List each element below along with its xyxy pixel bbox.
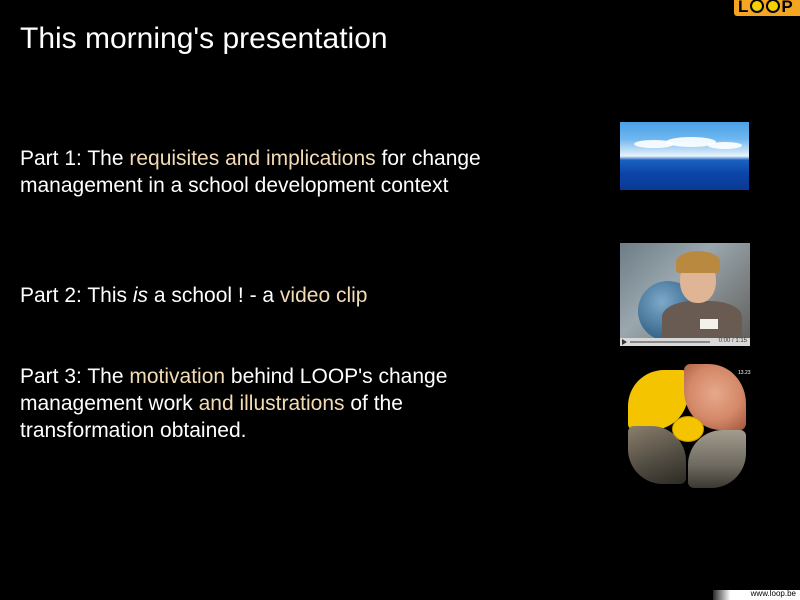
part-3-seg-2: behind LOOP's change management work: [20, 365, 448, 415]
part-2-highlight: video clip: [279, 284, 368, 307]
play-icon[interactable]: [622, 339, 627, 345]
part-3-label: Part 3:: [20, 365, 82, 388]
logo-text: [738, 0, 794, 16]
logo-o-shape: [750, 0, 764, 13]
part-1-text: [20, 145, 490, 199]
part-3-text: [20, 363, 490, 444]
video-clip-thumbnail[interactable]: [620, 243, 750, 346]
cloud-shape: [708, 142, 742, 149]
footer-url-text: www.loop.be: [750, 589, 796, 598]
video-scrubber[interactable]: [630, 341, 710, 343]
part-1-label: Part 1:: [20, 147, 82, 170]
person-hair-shape: [676, 251, 720, 273]
video-timecode: 0:00 / 1:15: [718, 338, 747, 344]
part-3-highlight-motivation: motivation: [129, 365, 226, 388]
part-1-seg-0: The: [81, 147, 130, 170]
logo-o-shape-2: [766, 0, 780, 13]
part-3-seg-4: of the transformation obtained.: [20, 392, 403, 442]
part-2-seg-2: a school ! - a: [148, 284, 280, 307]
flower-corner-label: 13.23: [738, 370, 751, 376]
part-2-italic: is: [132, 284, 149, 307]
video-controls-bar[interactable]: [620, 338, 750, 346]
ocean-photo: [620, 122, 749, 190]
slide-title: This morning's presentation: [20, 22, 388, 55]
part-2-label: Part 2:: [20, 284, 82, 307]
part-2-text: [20, 282, 490, 309]
footer-url-bar: [713, 590, 800, 600]
part-1-seg-2: for change management in a school development context: [20, 147, 481, 197]
part-1-highlight: requisites and implications: [129, 147, 376, 170]
name-badge-shape: [700, 319, 718, 329]
part-2-seg-0: This: [81, 284, 133, 307]
logo-letters-p: P: [781, 0, 794, 16]
flower-collage: [624, 364, 754, 494]
loop-logo-icon: [734, 0, 800, 16]
flower-center: [672, 416, 704, 442]
part-3-highlight-illustrations: and illustrations: [198, 392, 345, 415]
part-3-seg-0: The: [81, 365, 130, 388]
logo-letter-l: L: [738, 0, 750, 16]
